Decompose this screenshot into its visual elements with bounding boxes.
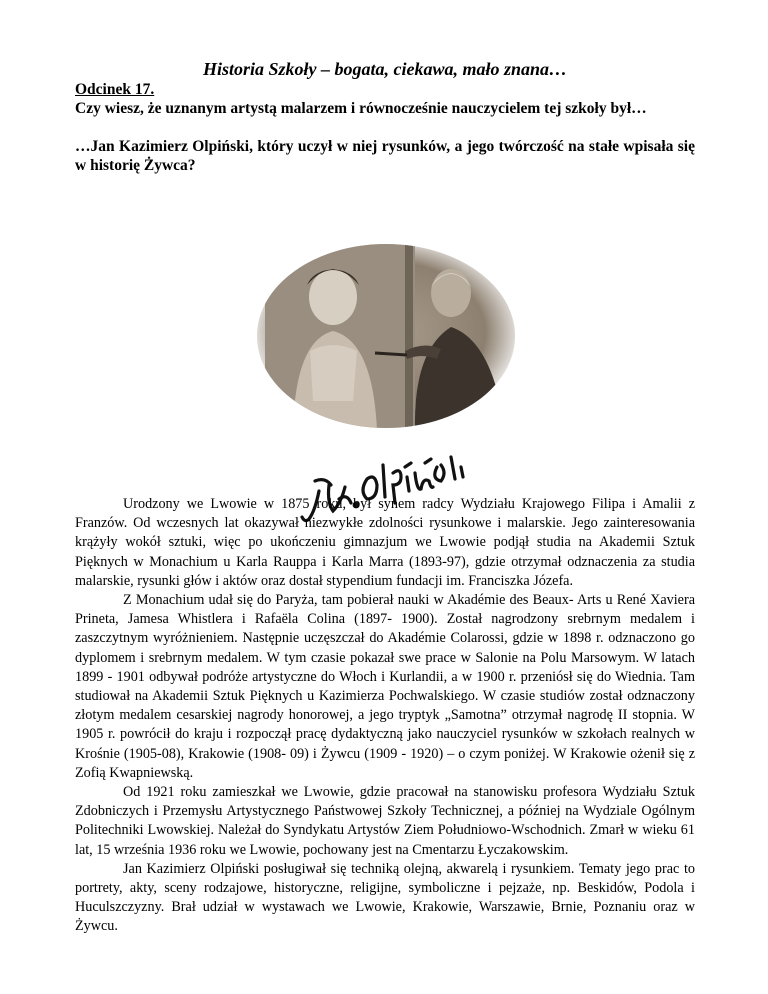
article-body	[75, 495, 695, 937]
paragraph-technique: Jan Kazimierz Olpiński posługiwał się techniką olejną, akwarelą i rysunkiem. Tematy jego prac to portrety, akty, sceny rodzajowe, historyczne, religijne, symboliczne i pejzaże, np. Beskidów, Podola i Huculszczyzny. Brał udział w wystawach we Lwowie, Krakowie, Warszawie, Brnie, Poznaniu oraz w Żywcu.	[75, 860, 695, 935]
question-text: Czy wiesz, że uznanym artystą malarzem i równocześnie nauczycielem tej szkoły był…	[75, 100, 647, 117]
document-page	[75, 58, 695, 935]
episode-label: Odcinek 17.	[75, 81, 155, 98]
paragraph-birth: Urodzony we Lwowie w 1875 roku, był synem radcy Wydziału Krajowego Filipa i Amalii z Franzów. Od wczesnych lat okazywał niezwykłe zdolności rysunkowe i malarskie. Jego zainteresowania krążyły wokół sztuki, więc po ukończeniu gimnazjum we Lwowie podjął studia na Akademii Sztuk Pięknych w Monachium u Karla Rauppa i Karla Marra (1893-97), gdzie otrzymał odznaczenia za studia malarskie, rysunki głów i aktów oraz dostał stypendium fundacji im. Franciszka Józefa.	[75, 496, 695, 589]
answer-text: …Jan Kazimierz Olpiński, który uczył w niej rysunków, a jego twórczość na stałe wpisała się w historię Żywca?	[75, 138, 695, 174]
paragraph-lwow: Od 1921 roku zamieszkał we Lwowie, gdzie pracował na stanowisku profesora Wydziału Sztuk Zdobniczych i Przemysłu Artystycznego Państwowej Szkoły Technicznej, a później na Wydziale Ogólnym Politechniki Lwowskiej. Należał do Syndykatu Artystów Ziem Południowo-Wschodnich. Zmarł w wieku 61 lat, 15 września 1936 roku we Lwowie, pochowany jest na Cmentarzu Łyczakowskim.	[75, 784, 695, 858]
paragraph-studies: Z Monachium udał się do Paryża, tam pobierał nauki w Akadémie des Beaux- Arts u René Xaviera Prineta, Jamesa Whistlera i Rafaëla Colina (1897- 1900). Został nagrodzony srebrnym medalem i zaszczytnym wyróżnieniem. Następnie uczęszczał do Akadémie Colarossi, gdzie w 1898 r. odznaczono go dyplomem i srebrnym medalem. W tym czasie pokazał swe prace w Salonie na Polu Marsowym. W latach 1899 - 1901 odbywał podróże artystyczne do Włoch i Kurlandii, a w 1900 r. przeniósł się do Wiednia. Tam studiował na Akademii Sztuk Pięknych u Kazimierza Pochwalskiego. W czasie studiów został odznaczony złotym medalem cesarskiej nagrody honorowej, a jego tryptyk „Samotna” otrzymał nagrodę II stopnia. W 1905 r. powrócił do kraju i rozpoczął pracę dydaktyczną jako nauczyciel rysunków w szkołach realnych w Krośnie (1905-08), Krakowie (1908- 09) i Żywcu (1909 - 1920) – o czym poniżej. W Krakowie ożenił się z Zofią Kwapniewską.	[75, 592, 695, 781]
document-title: Historia Szkoły – bogata, ciekawa, mało znana…	[202, 59, 568, 79]
